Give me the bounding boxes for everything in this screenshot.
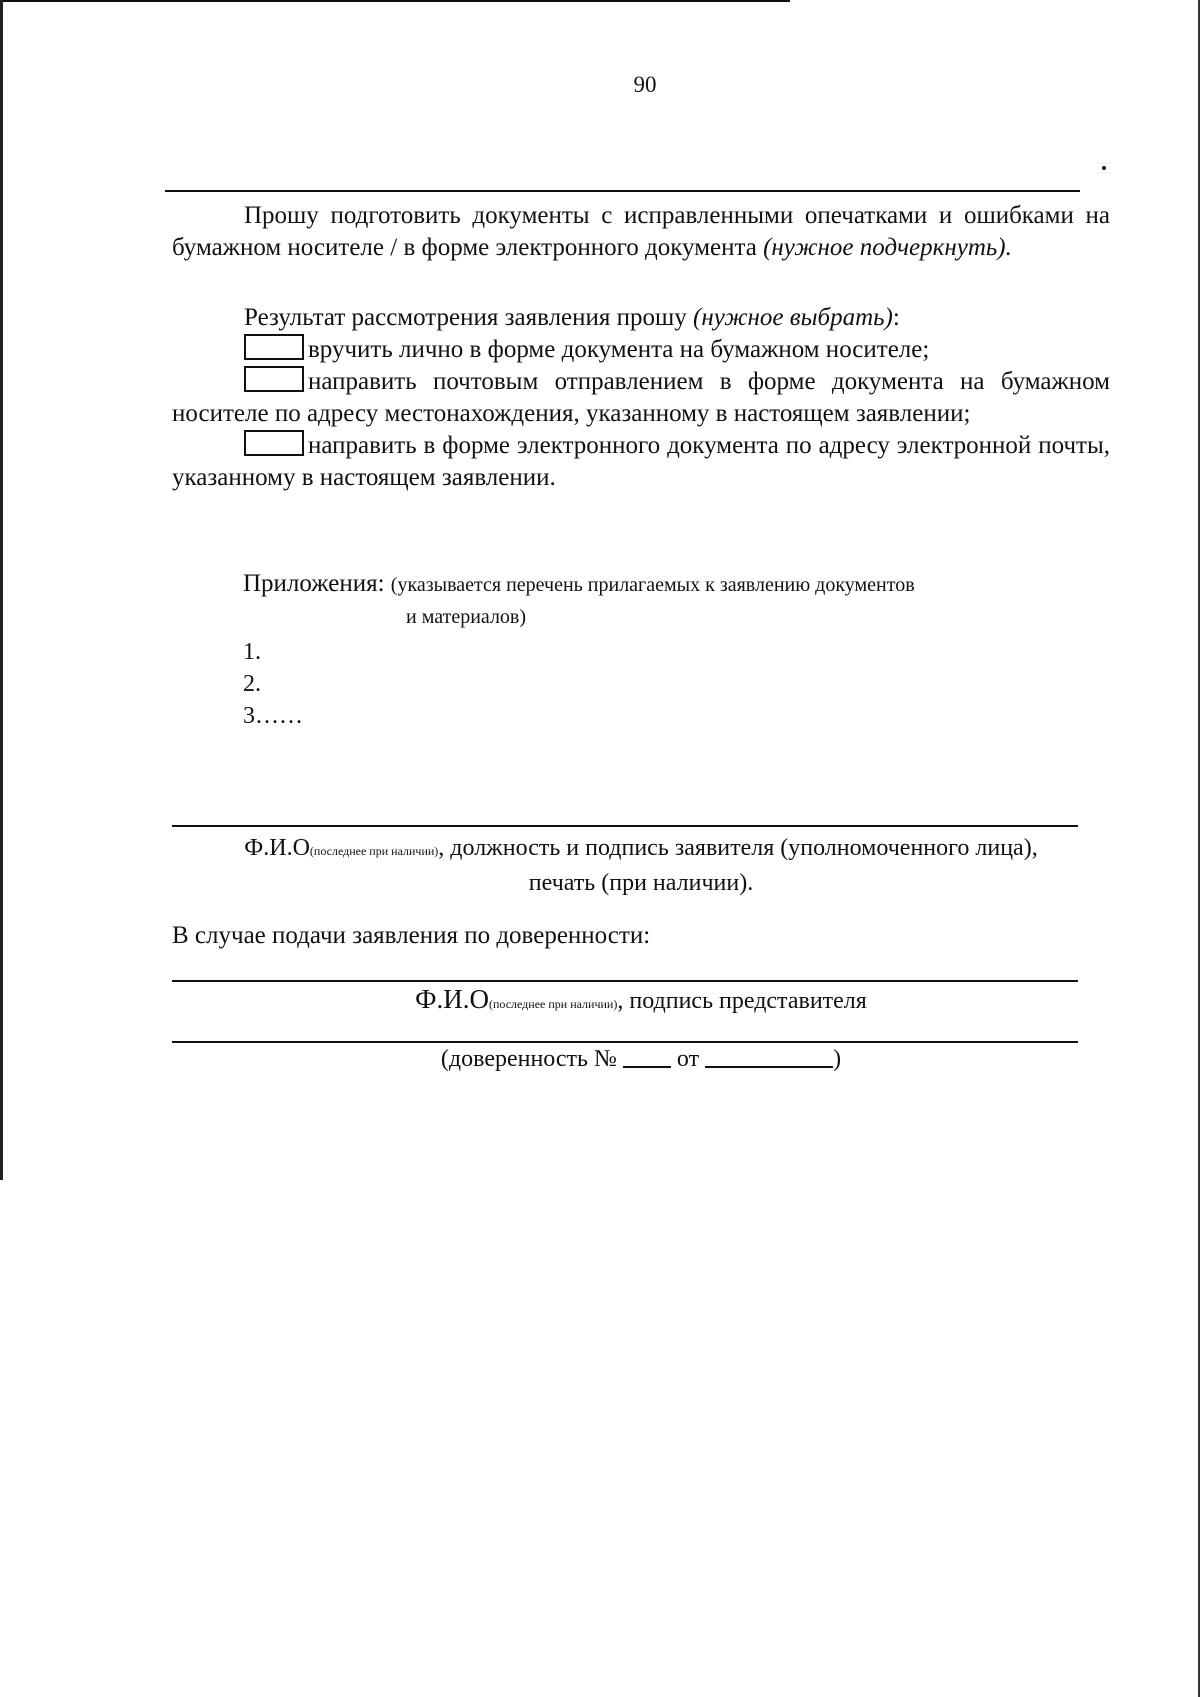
page-number: 90 [633,72,657,97]
attachments-title: Приложения: [243,570,385,597]
proxy-date-field[interactable] [705,1046,833,1068]
request-note: (нужное подчеркнуть). [763,234,1012,261]
applicant-signature-line [172,825,1078,827]
result-intro [172,302,1110,334]
request-paragraph [172,200,1110,264]
request-text: Прошу подготовить документы с исправленными опечатками и ошибками на бумажном носителе / в форме электронного документа [172,202,1110,261]
option-email [172,430,1110,494]
proxy-date-label: от [676,1046,700,1072]
result-intro-colon: : [892,304,900,331]
result-block [172,302,1110,494]
proxy-close-paren: ) [833,1046,842,1072]
option-label: направить почтовым отправлением в форме документа на бумажном носителе по адресу местонахождения, указанному в настоящем заявлении; [172,368,1110,427]
option-checkbox[interactable] [244,366,304,392]
option-checkbox[interactable] [244,334,304,360]
option-label: направить в форме электронного документа по адресу электронной почты, указанному в настоящем заявлении. [172,432,1110,491]
applicant-fio: Ф.И.О [244,835,310,861]
applicant-caption-rest: , должность и подпись заявителя (уполномоченного лица), [438,835,1038,861]
proxy-intro: В случае подачи заявления по доверенности: [172,922,651,949]
option-post [172,366,1110,430]
representative-fio-note: (последнее при наличии) [488,997,618,1011]
list-item: 2. [243,671,261,697]
list-item: 3…… [243,703,303,729]
result-intro-text: Результат рассмотрения заявления прошу [244,304,694,331]
proxy-rule [172,1041,1078,1043]
scan-left-edge [0,0,3,1180]
representative-caption-rest: , подпись представителя [617,988,867,1014]
option-label: вручить лично в форме документа на бумажном носителе; [308,336,930,363]
attachments-heading [243,570,915,598]
proxy-number-label: (доверенность № [440,1046,617,1072]
attachments-list [243,636,303,732]
proxy-document-line [172,1046,1110,1073]
option-checkbox[interactable] [244,430,304,456]
header-rule [165,190,1080,192]
representative-fio: Ф.И.О [415,984,489,1014]
representative-signature-line [172,980,1078,982]
applicant-fio-note: (последнее при наличии) [309,844,439,858]
option-hand-delivery [172,334,1110,366]
applicant-caption-line2: печать (при наличии). [528,870,754,896]
scan-dot [1102,166,1106,170]
result-intro-note: (нужное выбрать) [693,304,893,331]
representative-caption [172,984,1110,1015]
applicant-caption-line1 [172,832,1110,867]
applicant-signature-caption [172,832,1110,899]
attachments-note-cont: и материалов) [406,606,527,628]
proxy-number-field[interactable] [623,1046,671,1068]
request-block [172,200,1110,264]
attachments-note: (указывается перечень прилагаемых к заявлению документов [390,574,915,596]
scan-top-rule [0,0,790,2]
list-item: 1. [243,639,261,665]
